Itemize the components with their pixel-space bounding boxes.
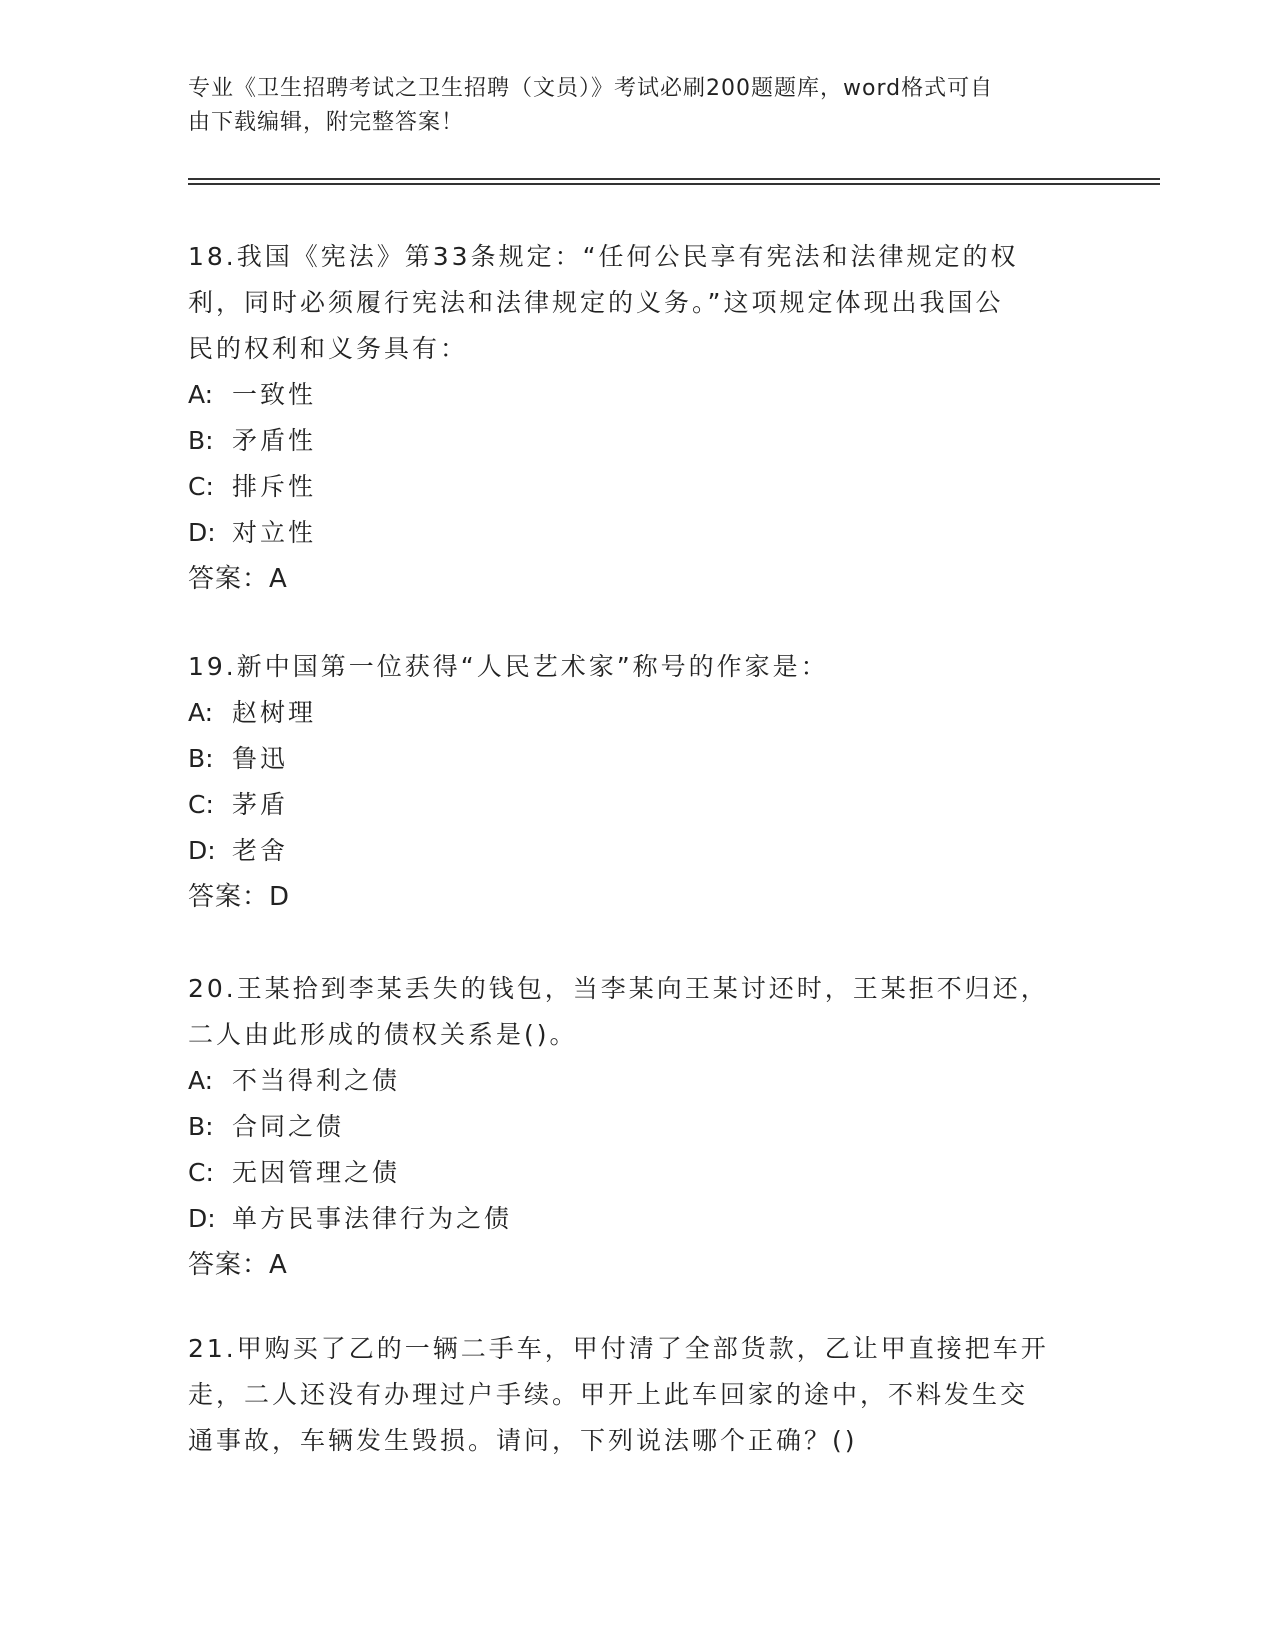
document-header: [188, 72, 1068, 140]
question-21: [188, 1326, 1078, 1464]
option-key: A:: [188, 380, 214, 409]
option-b: [188, 1104, 1078, 1150]
question-stem-line: 二人由此形成的债权关系是()。: [188, 1020, 578, 1049]
option-key: A:: [188, 1066, 214, 1095]
option-key: C:: [188, 472, 214, 501]
option-text: 矛盾性: [232, 426, 317, 455]
option-text: 无因管理之债: [232, 1158, 401, 1187]
option-text: 排斥性: [232, 472, 317, 501]
question-stem-line: 21.甲购买了乙的一辆二手车，甲付清了全部货款，乙让甲直接把车开: [188, 1334, 1049, 1363]
option-c: [188, 1150, 1078, 1196]
option-key: D:: [188, 836, 216, 865]
option-text: 老舍: [232, 836, 289, 865]
option-key: C:: [188, 790, 214, 819]
option-d: [188, 828, 1078, 874]
option-a: [188, 372, 1078, 418]
option-text: 对立性: [232, 518, 317, 547]
option-key: B:: [188, 1112, 214, 1141]
option-key: D:: [188, 1204, 216, 1233]
answer: 答案：A: [188, 1250, 288, 1280]
question-stem-line: 20.王某拾到李某丢失的钱包，当李某向王某讨还时，王某拒不归还，: [188, 974, 1049, 1003]
answer: 答案：A: [188, 564, 288, 594]
option-text: 单方民事法律行为之债: [232, 1204, 513, 1233]
option-key: C:: [188, 1158, 214, 1187]
question-20: [188, 966, 1078, 1288]
header-divider-bottom: [188, 183, 1160, 185]
option-d: [188, 1196, 1078, 1242]
option-text: 不当得利之债: [232, 1066, 401, 1095]
answer: 答案：D: [188, 882, 291, 912]
option-key: B:: [188, 426, 214, 455]
option-b: [188, 418, 1078, 464]
option-text: 鲁迅: [232, 744, 289, 773]
question-stem-line: 走，二人还没有办理过户手续。甲开上此车回家的途中，不料发生交: [188, 1380, 1029, 1409]
option-b: [188, 736, 1078, 782]
question-stem-line: 通事故，车辆发生毁损。请问，下列说法哪个正确？(): [188, 1426, 858, 1455]
question-stem-line: 利，同时必须履行宪法和法律规定的义务。”这项规定体现出我国公: [188, 288, 1004, 317]
header-line-1: 专业《卫生招聘考试之卫生招聘（文员）》考试必刷200题题库，word格式可自: [188, 76, 994, 101]
header-divider-top: [188, 178, 1160, 180]
option-text: 赵树理: [232, 698, 317, 727]
option-d: [188, 510, 1078, 556]
option-c: [188, 782, 1078, 828]
option-a: [188, 690, 1078, 736]
question-stem-line: 民的权利和义务具有：: [188, 334, 469, 363]
question-stem-line: 19.新中国第一位获得“人民艺术家”称号的作家是：: [188, 652, 829, 681]
option-text: 合同之债: [232, 1112, 345, 1141]
header-line-2: 由下载编辑，附完整答案！: [188, 110, 465, 135]
question-19: [188, 644, 1078, 920]
option-key: B:: [188, 744, 214, 773]
option-text: 一致性: [232, 380, 317, 409]
option-c: [188, 464, 1078, 510]
question-stem-line: 18.我国《宪法》第33条规定：“任何公民享有宪法和法律规定的权: [188, 242, 1019, 271]
option-key: A:: [188, 698, 214, 727]
option-key: D:: [188, 518, 216, 547]
option-a: [188, 1058, 1078, 1104]
option-text: 茅盾: [232, 790, 289, 819]
question-18: [188, 234, 1078, 602]
